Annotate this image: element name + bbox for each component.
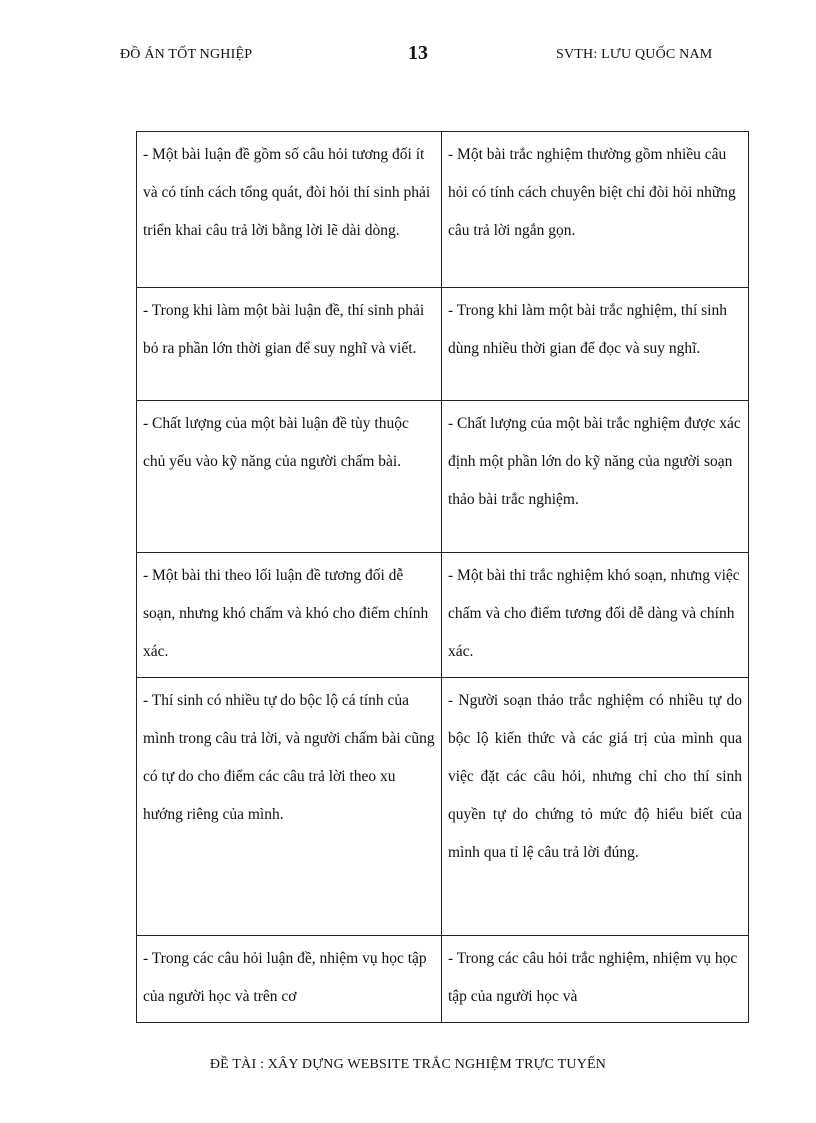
comparison-table-container <box>136 131 742 1023</box>
table-cell-essay: - Trong các câu hỏi luận đề, nhiệm vụ học tập của người học và trên cơ <box>137 936 442 1023</box>
table-cell-multiple-choice: - Người soạn thảo trắc nghiệm có nhiều tự do bộc lộ kiến thức và các giá trị của mình qua việc đặt các câu hỏi, nhưng chỉ cho thí sinh quyền tự do chứng tỏ mức độ hiểu biết của mình qua tỉ lệ câu trả lời đúng. <box>442 678 749 936</box>
thesis-label: ĐỒ ÁN TỐT NGHIỆP <box>120 47 253 62</box>
page-header <box>0 44 816 68</box>
table-cell-essay: - Thí sinh có nhiều tự do bộc lộ cá tính của mình trong câu trả lời, và người chấm bài cũng có tự do cho điểm các câu trả lời theo xu hướng riêng của mình. <box>137 678 442 936</box>
table-row <box>137 132 749 288</box>
table-cell-multiple-choice: - Trong các câu hỏi trắc nghiệm, nhiệm vụ học tập của người học và <box>442 936 749 1023</box>
table-row <box>137 678 749 936</box>
table-cell-essay: - Một bài luận đề gồm số câu hỏi tương đối ít và có tính cách tổng quát, đòi hỏi thí sinh phải triển khai câu trả lời bằng lời lẽ dài dòng. <box>137 132 442 288</box>
table-cell-multiple-choice: - Một bài thi trắc nghiệm khó soạn, nhưng việc chấm và cho điểm tương đối dễ dàng và chính xác. <box>442 553 749 678</box>
page-number: 13 <box>408 42 428 64</box>
table-row <box>137 288 749 401</box>
page-footer: ĐỀ TÀI : XÂY DỰNG WEBSITE TRẮC NGHIỆM TRỰC TUYẾN <box>209 1057 607 1072</box>
table-row <box>137 553 749 678</box>
student-name: SVTH: LƯU QUỐC NAM <box>556 47 713 62</box>
table-row <box>137 936 749 1023</box>
table-cell-multiple-choice: - Trong khi làm một bài trắc nghiệm, thí sinh dùng nhiều thời gian để đọc và suy nghĩ. <box>442 288 749 401</box>
table-cell-essay: - Trong khi làm một bài luận đề, thí sinh phải bỏ ra phần lớn thời gian để suy nghĩ và viết. <box>137 288 442 401</box>
table-cell-multiple-choice: - Chất lượng của một bài trắc nghiệm được xác định một phần lớn do kỹ năng của người soạn thảo bài trắc nghiệm. <box>442 401 749 553</box>
table-cell-multiple-choice: - Một bài trắc nghiệm thường gồm nhiều câu hỏi có tính cách chuyên biệt chỉ đòi hỏi những câu trả lời ngắn gọn. <box>442 132 749 288</box>
table-cell-essay: - Một bài thi theo lối luận đề tương đối dễ soạn, nhưng khó chấm và khó cho điểm chính xác. <box>137 553 442 678</box>
table-row <box>137 401 749 553</box>
comparison-table <box>136 131 749 1023</box>
table-cell-essay: - Chất lượng của một bài luận đề tùy thuộc chủ yếu vào kỹ năng của người chấm bài. <box>137 401 442 553</box>
